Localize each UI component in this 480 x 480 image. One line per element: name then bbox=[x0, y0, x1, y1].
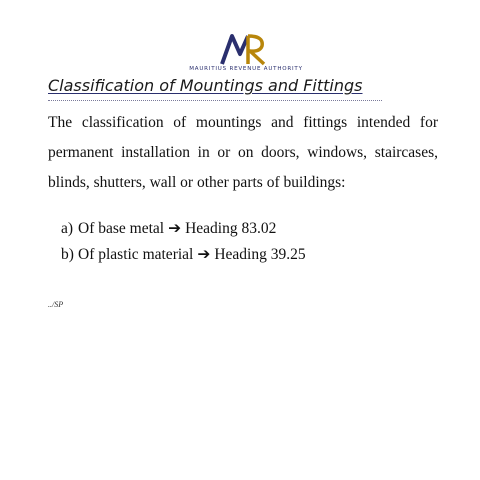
arrow-right-icon: ➔ bbox=[168, 220, 182, 237]
mra-logo bbox=[186, 30, 306, 78]
list-marker: b) bbox=[61, 246, 74, 263]
item-text: Of plastic material bbox=[78, 246, 194, 263]
page-title: Classification of Mountings and Fittings bbox=[48, 76, 363, 95]
mra-logo-icon bbox=[216, 30, 276, 66]
list-item bbox=[61, 216, 306, 242]
intro-paragraph: The classification of mountings and fittings intended for permanent installation in or on doors, windows, staircases, blinds, shutters, wall or other parts of buildings: bbox=[48, 114, 438, 191]
list-item bbox=[61, 242, 306, 268]
classification-list bbox=[61, 216, 306, 268]
reference-initials: ../SP bbox=[48, 300, 64, 309]
logo-caption: MAURITIUS REVENUE AUTHORITY bbox=[189, 66, 303, 72]
item-heading: Heading 83.02 bbox=[185, 220, 277, 237]
item-text: Of base metal bbox=[78, 220, 165, 237]
title-dotted-rule bbox=[48, 98, 382, 101]
list-marker: a) bbox=[61, 220, 74, 237]
arrow-right-icon: ➔ bbox=[197, 246, 211, 263]
item-heading: Heading 39.25 bbox=[214, 246, 306, 263]
